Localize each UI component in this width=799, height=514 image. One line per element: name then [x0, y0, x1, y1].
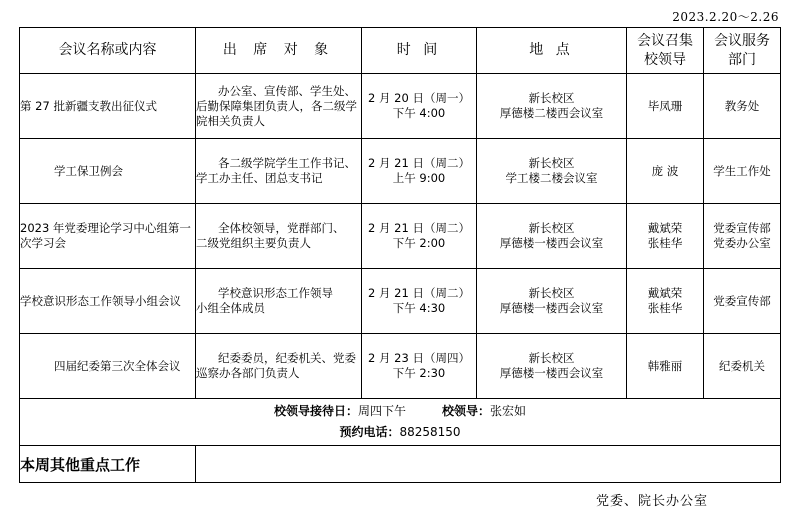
- dept-name: 纪委机关: [719, 358, 765, 373]
- leader-name: 毕凤珊: [647, 98, 683, 113]
- attendees-line: 小组全体成员: [196, 301, 265, 315]
- meeting-dept: [704, 74, 781, 139]
- meeting-attendees: [196, 139, 362, 204]
- meeting-time: [362, 139, 477, 204]
- table-header-row: [20, 28, 781, 74]
- meeting-place: [477, 269, 627, 334]
- time-hour: 下午 4:30: [392, 301, 446, 315]
- other-work-row: [20, 446, 781, 483]
- meeting-name: 四届纪委第三次全体会议: [20, 334, 196, 399]
- meeting-time: [362, 204, 477, 269]
- meeting-place: [477, 139, 627, 204]
- attendees-line: 巡察办各部门负责人: [196, 366, 300, 380]
- reception-day-value: 周四下午: [357, 404, 406, 418]
- meeting-name: 学校意识形态工作领导小组会议: [20, 269, 196, 334]
- time-date: 2 月 23 日（周四）: [368, 351, 470, 365]
- leader-name: 张桂华: [647, 236, 683, 250]
- header-dept-line2: 部门: [728, 51, 756, 68]
- dept-name: 党委宣传部: [713, 293, 771, 308]
- meeting-leader: [627, 204, 704, 269]
- place-room: 厚德楼二楼西会议室: [499, 106, 604, 120]
- header-attendees: 出 席 对 象: [196, 28, 362, 74]
- reception-cell: [20, 399, 781, 446]
- meeting-place: [477, 74, 627, 139]
- reception-leader-value: 张宏如: [490, 404, 527, 418]
- leader-name: 戴斌荣: [647, 286, 683, 300]
- meeting-attendees: [196, 269, 362, 334]
- header-dept: [704, 28, 781, 74]
- time-hour: 下午 2:00: [392, 236, 446, 250]
- header-leader-line1: 会议召集: [637, 32, 693, 49]
- time-date: 2 月 21 日（周二）: [368, 286, 470, 300]
- dept-name: 党委宣传部: [713, 221, 771, 235]
- meeting-name: 第 27 批新疆支教出征仪式: [20, 74, 196, 139]
- meeting-dept: [704, 334, 781, 399]
- meeting-leader: [627, 74, 704, 139]
- other-work-label: 本周其他重点工作: [20, 446, 196, 483]
- header-leader-line2: 校领导: [644, 51, 686, 68]
- attendees-line: 全体校领导，党群部门、: [218, 221, 345, 235]
- time-hour: 下午 4:00: [392, 106, 446, 120]
- time-date: 2 月 21 日（周二）: [368, 221, 470, 235]
- reception-line-2: [20, 422, 780, 443]
- place-campus: 新长校区: [528, 351, 575, 365]
- meeting-name: 学工保卫例会: [20, 139, 196, 204]
- leader-name: 戴斌荣: [647, 221, 683, 235]
- attendees-line: 纪委委员，纪委机关、党委: [218, 351, 356, 365]
- attendees-line: 院相关负责人: [196, 113, 265, 128]
- attendees-line: 各二级学院学生工作书记、: [218, 156, 356, 170]
- dept-name: 党委办公室: [713, 236, 771, 250]
- table-row: [20, 139, 781, 204]
- attendees-line: 办公室、宣传部、学生处、: [218, 83, 356, 98]
- reception-phone-value: 88258150: [399, 425, 461, 439]
- time-date: 2 月 21 日（周二）: [368, 156, 470, 170]
- meeting-leader: [627, 139, 704, 204]
- place-campus: 新长校区: [528, 286, 575, 300]
- meeting-attendees: [196, 334, 362, 399]
- meeting-dept: [704, 139, 781, 204]
- date-range: 2023.2.20～2.26: [672, 10, 779, 24]
- table-row: [20, 74, 781, 139]
- meeting-dept: [704, 204, 781, 269]
- meeting-dept: [704, 269, 781, 334]
- meeting-time: [362, 269, 477, 334]
- place-campus: 新长校区: [528, 91, 575, 105]
- other-work-content: [196, 446, 781, 483]
- issuer-footer: 党委、院长办公室: [596, 494, 709, 509]
- attendees-line: 学工办主任、团总支书记: [196, 171, 323, 185]
- place-campus: 新长校区: [528, 156, 575, 170]
- place-campus: 新长校区: [528, 221, 575, 235]
- meeting-leader: [627, 334, 704, 399]
- meeting-place: [477, 204, 627, 269]
- place-room: 厚德楼一楼西会议室: [499, 301, 604, 315]
- meeting-leader: [627, 269, 704, 334]
- time-hour: 下午 2:30: [392, 366, 446, 380]
- dept-name: 教务处: [724, 98, 760, 113]
- dept-name: 学生工作处: [713, 163, 771, 178]
- reception-day-label: 校领导接待日：: [273, 404, 358, 418]
- attendees-line: 学校意识形态工作领导: [218, 286, 333, 300]
- meeting-schedule-table: [19, 27, 781, 483]
- header-name: 会议名称或内容: [20, 28, 196, 74]
- meeting-time: [362, 334, 477, 399]
- meeting-name: 2023 年党委理论学习中心组第一次学习会: [20, 204, 196, 269]
- reception-line-1: [20, 401, 780, 422]
- meeting-attendees: [196, 204, 362, 269]
- leader-name: 韩雅丽: [647, 358, 683, 373]
- header-dept-line1: 会议服务: [714, 32, 770, 49]
- meeting-place: [477, 334, 627, 399]
- header-time: 时 间: [362, 28, 477, 74]
- attendees-line: 后勤保障集团负责人，各二级学: [196, 98, 357, 113]
- table-row: [20, 334, 781, 399]
- time-date: 2 月 20 日（周一）: [368, 91, 470, 105]
- place-room: 厚德楼一楼西会议室: [499, 366, 604, 380]
- time-hour: 上午 9:00: [392, 171, 446, 185]
- header-place: 地 点: [477, 28, 627, 74]
- place-room: 学工楼二楼会议室: [505, 171, 598, 185]
- header-leader: [627, 28, 704, 74]
- meeting-attendees: [196, 74, 362, 139]
- table-row: [20, 204, 781, 269]
- reception-row: [20, 399, 781, 446]
- table-row: [20, 269, 781, 334]
- meeting-time: [362, 74, 477, 139]
- reception-leader-label: 校领导：: [442, 404, 491, 418]
- reception-phone-label: 预约电话：: [339, 425, 400, 439]
- leader-name: 张桂华: [647, 301, 683, 315]
- attendees-line: 二级党组织主要负责人: [196, 236, 311, 250]
- place-room: 厚德楼一楼西会议室: [499, 236, 604, 250]
- leader-name: 庞 波: [651, 163, 679, 178]
